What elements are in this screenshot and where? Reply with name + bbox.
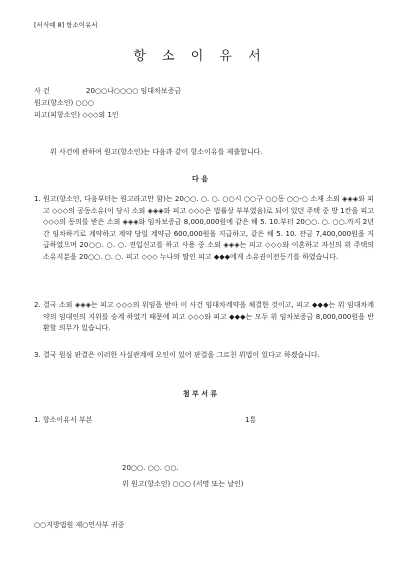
- defendant-line: 피고(피항소인) ◇◇◇외 1인: [34, 111, 119, 119]
- form-label: [서식예 8] 항소이유서: [34, 21, 98, 29]
- document-title: 항 소 이 유 서: [133, 49, 267, 64]
- paragraph-2: [34, 300, 374, 335]
- attachments-heading: 첨 부 서 류: [182, 390, 218, 398]
- intro-sentence: 위 사건에 관하여 원고(항소인)는 다음과 같이 항소이유를 제출합니다.: [50, 148, 263, 156]
- paragraph-1: [34, 194, 374, 263]
- attachment-item-count: 1통: [245, 416, 257, 424]
- court-recipient: ○○지방법원 제○민사부 귀중: [34, 521, 125, 529]
- paragraph-number: 3.: [34, 351, 41, 359]
- plaintiff-line: 원고(항소인) ○○○: [34, 99, 94, 107]
- signature-line: 위 원고(항소인) ○○○ (서명 또는 날인): [122, 480, 244, 488]
- attachment-item-label: 1. 항소이유서 부본: [34, 416, 93, 424]
- paragraph-number: 1.: [34, 195, 41, 203]
- case-label: 사 건: [34, 87, 50, 95]
- heading-next: 다 음: [192, 175, 208, 183]
- paragraph-number: 2.: [34, 301, 41, 309]
- paragraph-3: [34, 350, 374, 362]
- case-value: 20○○나○○○○ 임대차보증금: [86, 87, 182, 95]
- filing-date: 20○○. ○○. ○○.: [122, 464, 179, 472]
- paragraph-text: 결국 원심 판결은 이러한 사실관계에 오인이 있어 판결을 그르친 위법이 있다고 하겠습니다.: [43, 351, 320, 359]
- paragraph-text: 원고(항소인, 다음부터는 원고라고만 함)는 20○○. ○. ○. ○○시 ○○구 ○○동 ○○-○ 소재 소외 ◈◈◈와 피고 ◇◇◇의 공동소유(이 당시 소외 ◈◈◈와 피고 ◇◇◇은 법률상 부부였음)로 되어 있던 주택 중 방 1칸을 피고 ◇◇◇의 동의를 받은 소외 ◈◈◈와 임차보증금 8,000,000원에 같은 해 5. 10.부터 20○○. ○. ○○.까지 2년간 임차하기로 계약하고 계약 당일 계약금 600,000원을 지급하고, 같은 해 5. 10. 잔금 7,400,000원을 지급하였으며 20○○. ○. ○. 전입신고를 하고 사용 중 소외 ◈◈◈는 피고 ◇◇◇와 이혼하고 자신의 위 주택의 소유지분을 20○○. ○. ○. 피고 ◇◇◇ 누나의 딸인 피고 ◆◆◆에게 소유권이전등기를 하였습니다.: [43, 195, 374, 261]
- paragraph-text: 결국 소외 ◈◈◈는 피고 ◇◇◇의 위임을 받아 이 사건 임대차계약을 체결한 것이고, 피고 ◆◆◆는 위 임대차계약의 임대인의 지위를 승계 하였기 때문에 피고 ◇◇◇와 피고 ◆◆◆는 모두 위 임차보증금 8,000,000원을 반환할 의무가 있습니다.: [43, 301, 374, 332]
